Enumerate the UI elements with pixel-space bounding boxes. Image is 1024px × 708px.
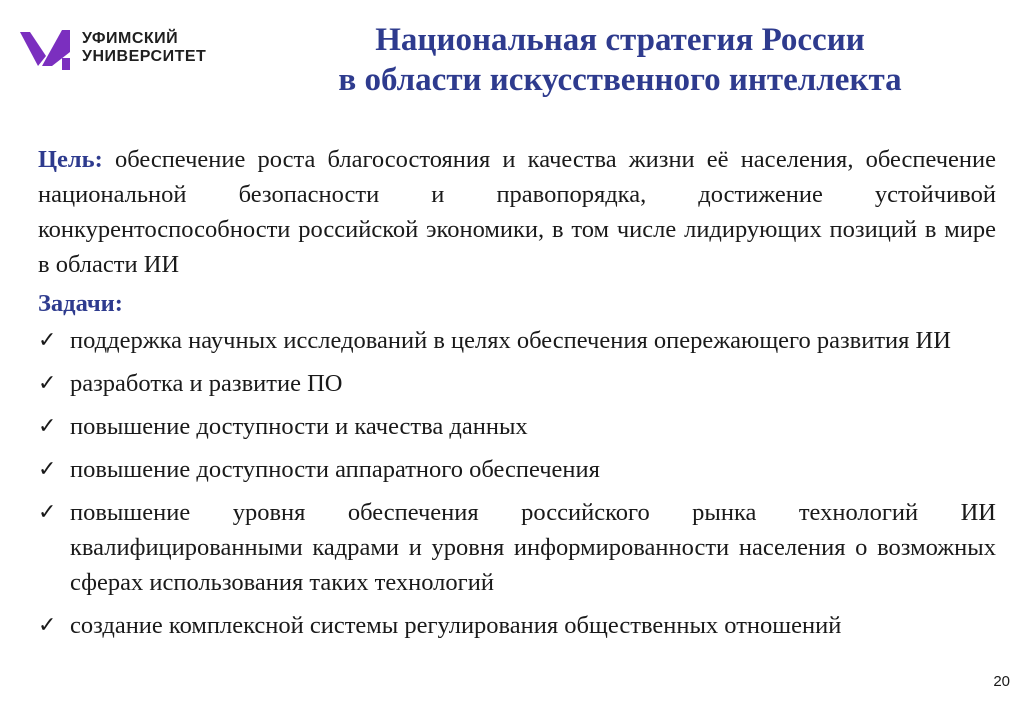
logo-line-1: УФИМСКИЙ: [82, 30, 179, 47]
tasks-list: [38, 323, 996, 643]
task-text: создание комплексной системы регулирования общественных отношений: [70, 612, 842, 639]
goal-text: обеспечение роста благосостояния и качества жизни её населения, обеспечение национальной безопасности и правопорядка, достижение устойчивой конкурентоспособности российской экономики, в том числе лидирующих позиций в мире в области ИИ: [38, 146, 996, 278]
list-item: [38, 366, 996, 401]
task-text: повышение доступности и качества данных: [70, 413, 528, 440]
task-text: повышение доступности аппаратного обеспечения: [70, 456, 600, 483]
check-icon: ✓: [38, 500, 57, 525]
check-icon: ✓: [38, 414, 57, 439]
list-item: [38, 495, 996, 600]
title-line-2: в области искусственного интеллекта: [338, 62, 902, 98]
goal-paragraph: [38, 142, 996, 282]
logo-line-2: УНИВЕРСИТЕТ: [82, 48, 207, 65]
list-item: [38, 409, 996, 444]
goal-label: Цель:: [38, 146, 103, 173]
task-text: разработка и развитие ПО: [70, 370, 343, 397]
title-line-1: Национальная стратегия России: [375, 22, 865, 58]
slide-body: [38, 142, 996, 651]
list-item: [38, 452, 996, 487]
logo-mark-icon: [18, 22, 74, 72]
check-icon: ✓: [38, 371, 57, 396]
logo-text: [82, 30, 206, 66]
list-item: [38, 323, 996, 358]
check-icon: ✓: [38, 328, 57, 353]
task-text: повышение уровня обеспечения российского рынка технологий ИИ квалифицированными кадрами и уровня информированности населения о возможных сферах использования таких технологий: [70, 499, 996, 596]
task-text: поддержка научных исследований в целях обеспечения опережающего развития ИИ: [70, 327, 951, 354]
university-logo: [18, 22, 228, 72]
tasks-label: Задачи:: [38, 290, 123, 317]
list-item: [38, 608, 996, 643]
slide-title: [230, 20, 1010, 100]
page-number: 20: [993, 673, 1010, 690]
check-icon: ✓: [38, 457, 57, 482]
check-icon: ✓: [38, 613, 57, 638]
